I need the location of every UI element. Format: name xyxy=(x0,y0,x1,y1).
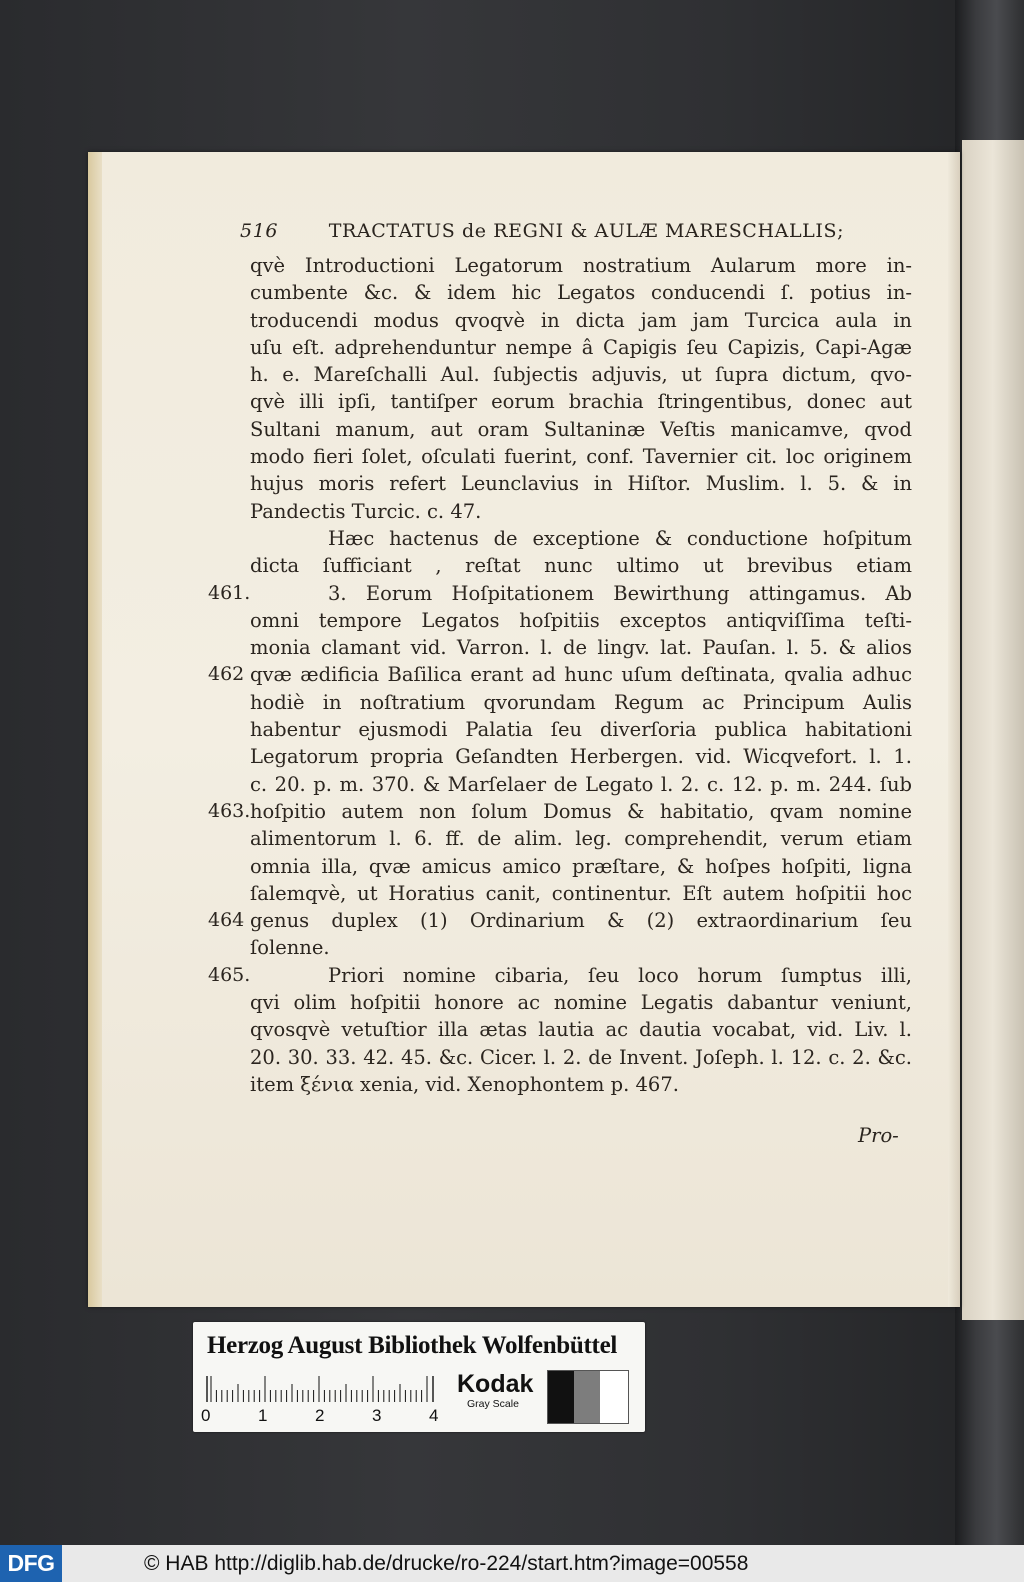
text-line-content: genus duplex (1) Ordinarium & (2) extraordinarium ſeu xyxy=(250,909,912,933)
text-line-content: alimentorum l. 6. ff. de alim. leg. comprehendit, verum etiam xyxy=(250,827,912,851)
text-line-content: qvè illi ipſi, tantiſper eorum brachia ſtringentibus, donec aut xyxy=(250,390,912,414)
ruler-number: 4 xyxy=(429,1406,439,1425)
text-line xyxy=(250,1016,912,1043)
text-line-content: dicta ſufficiant , reſtat nunc ultimo ut brevibus etiam xyxy=(250,554,912,578)
catchword: Pro- xyxy=(858,1124,899,1147)
page-body-text xyxy=(208,252,912,1098)
text-line xyxy=(250,334,912,361)
text-line-content: qvi olim hoſpitii honore ac nomine Legatis dabantur veniunt, xyxy=(250,991,912,1015)
ruler-number: 2 xyxy=(315,1406,325,1425)
gray-swatch xyxy=(600,1371,628,1423)
text-line-content: h. e. Mareſchalli Aul. ſubjectis adjuvis, ut ſupra dictum, qvo- xyxy=(250,363,912,387)
text-line xyxy=(250,279,912,306)
dfg-logo[interactable]: DFG xyxy=(0,1545,62,1582)
text-line-content: ſalemqvè, ut Horatius canit, continentur. Eſt autem hoſpitii hoc xyxy=(250,881,912,905)
text-line-content: Priori nomine cibaria, ſeu loco horum ſumptus illi, xyxy=(328,963,912,987)
text-line-content: qvosqvè vetuſtior illa ætas lautia ac dautia vocabat, vid. Liv. l. xyxy=(250,1018,912,1042)
gray-scale-swatches xyxy=(547,1370,629,1424)
text-line-content: Legatorum propria Geſandten Herbergen. vid. Wicqvefort. l. 1. xyxy=(250,745,912,769)
running-title: TRACTATUS de REGNI & AULÆ MARESCHALLIS; xyxy=(328,220,845,242)
text-line-content: hoſpitio autem non ſolum Domus & habitatio, qvam nomine xyxy=(250,799,912,823)
text-line-content: hujus moris refert Leunclavius in Hiſtor. Muslim. l. 5. & in xyxy=(250,472,912,496)
page-left-edge xyxy=(88,152,102,1307)
ruler-number: 0 xyxy=(201,1406,211,1425)
text-line xyxy=(250,634,912,661)
text-line xyxy=(250,934,912,961)
margin-paragraph-number: 465. xyxy=(208,963,251,986)
text-line-content: qvè Introductioni Legatorum nostratium Aularum more in- xyxy=(250,254,912,277)
margin-paragraph-number: 461. xyxy=(208,581,251,604)
page-right-edge xyxy=(948,152,960,1307)
text-line xyxy=(250,470,912,497)
text-line xyxy=(250,443,912,470)
text-line xyxy=(250,307,912,334)
text-line-content: habentur ejusmodi Palatia ſeu diverſoria publica habitationi xyxy=(250,718,912,742)
margin-paragraph-number: 462 xyxy=(208,663,245,686)
text-line xyxy=(250,388,912,415)
ruler-numbers xyxy=(201,1406,441,1426)
scale-ruler xyxy=(207,1376,433,1402)
text-line-content: omnia illa, qvæ amicus amico præſtare, & hoſpes hoſpiti, ligna xyxy=(250,854,912,878)
text-line-content: 20. 30. 33. 42. 45. &c. Cicer. l. 2. de Invent. Joſeph. l. 12. c. 2. &c. xyxy=(250,1045,912,1069)
text-line-content: item ξένια xenia, vid. Xenophontem p. 467. xyxy=(250,1072,679,1096)
text-line-content: omni tempore Legatos hoſpitiis exceptos antiqviſſima teſti- xyxy=(250,608,912,632)
text-line xyxy=(250,771,912,798)
text-line xyxy=(250,525,912,552)
text-line xyxy=(250,1044,912,1071)
text-line xyxy=(208,661,912,688)
text-line-content: troducendi modus qvoqvè in dicta jam jam Turcica aula in xyxy=(250,308,912,332)
text-line-content: 3. Eorum Hoſpitationem Bewirthung attingamus. Ab xyxy=(328,581,912,605)
library-name: Herzog August Bibliothek Wolfenbüttel xyxy=(207,1332,618,1359)
text-line xyxy=(250,361,912,388)
text-line xyxy=(250,689,912,716)
library-color-card xyxy=(193,1322,645,1432)
text-line xyxy=(208,798,912,825)
text-line xyxy=(250,825,912,852)
text-line xyxy=(250,716,912,743)
facing-page-edge xyxy=(962,140,1024,1320)
text-line-content: monia clamant vid. Varron. l. de lingv. lat. Pauſan. l. 5. & alios xyxy=(250,636,912,660)
ruler-number: 1 xyxy=(258,1406,268,1425)
footer-bar xyxy=(0,1545,1024,1582)
text-line xyxy=(250,880,912,907)
text-line xyxy=(250,416,912,443)
text-line xyxy=(250,607,912,634)
gray-swatch xyxy=(548,1371,574,1423)
text-line xyxy=(208,962,912,989)
text-line xyxy=(250,743,912,770)
kodak-logo: Kodak xyxy=(457,1370,534,1398)
text-line xyxy=(250,252,912,279)
text-line xyxy=(250,853,912,880)
text-line xyxy=(208,580,912,607)
page-number: 516 xyxy=(240,220,279,242)
margin-paragraph-number: 463. xyxy=(208,799,251,822)
text-line-content: Sultani manum, aut oram Sultaninæ Veſtis manicamve, qvod xyxy=(250,417,912,441)
text-line-content: cumbente &c. & idem hic Legatos conducendi ſ. potius in- xyxy=(250,281,912,305)
text-line-content: c. 20. p. m. 370. & Marſelaer de Legato l. 2. c. 12. p. m. 244. ſub xyxy=(250,772,912,796)
running-header xyxy=(240,220,920,250)
text-line xyxy=(250,552,912,579)
text-line-content: modo fieri ſolet, oſculati fuerint, conf. Tavernier cit. loc originem xyxy=(250,445,912,469)
gray-scale-caption: Gray Scale xyxy=(467,1398,519,1410)
gray-swatch xyxy=(574,1371,600,1423)
text-line-content: Hæc hactenus de exceptione & conductione hoſpitum xyxy=(328,526,912,550)
text-line-content: uſu eſt. adprehenduntur nempe â Capigis ſeu Capizis, Capi-Agæ xyxy=(250,335,912,359)
ruler-number: 3 xyxy=(372,1406,382,1425)
text-line xyxy=(208,907,912,934)
text-line xyxy=(250,989,912,1016)
text-line-content: hodiè in noſtratium qvorundam Regum ac Principum Aulis xyxy=(250,690,912,714)
text-line-content: qvæ ædificia Baſilica erant ad hunc uſum deſtinata, qvalia adhuc xyxy=(250,663,912,687)
copyright-url[interactable]: © HAB http://diglib.hab.de/drucke/ro-224/start.htm?image=00558 xyxy=(144,1552,749,1575)
text-line xyxy=(250,1071,912,1098)
text-line xyxy=(250,498,912,525)
text-line-content: ſolenne. xyxy=(250,936,330,960)
text-line-content: Pandectis Turcic. c. 47. xyxy=(250,499,482,523)
margin-paragraph-number: 464 xyxy=(208,909,245,932)
